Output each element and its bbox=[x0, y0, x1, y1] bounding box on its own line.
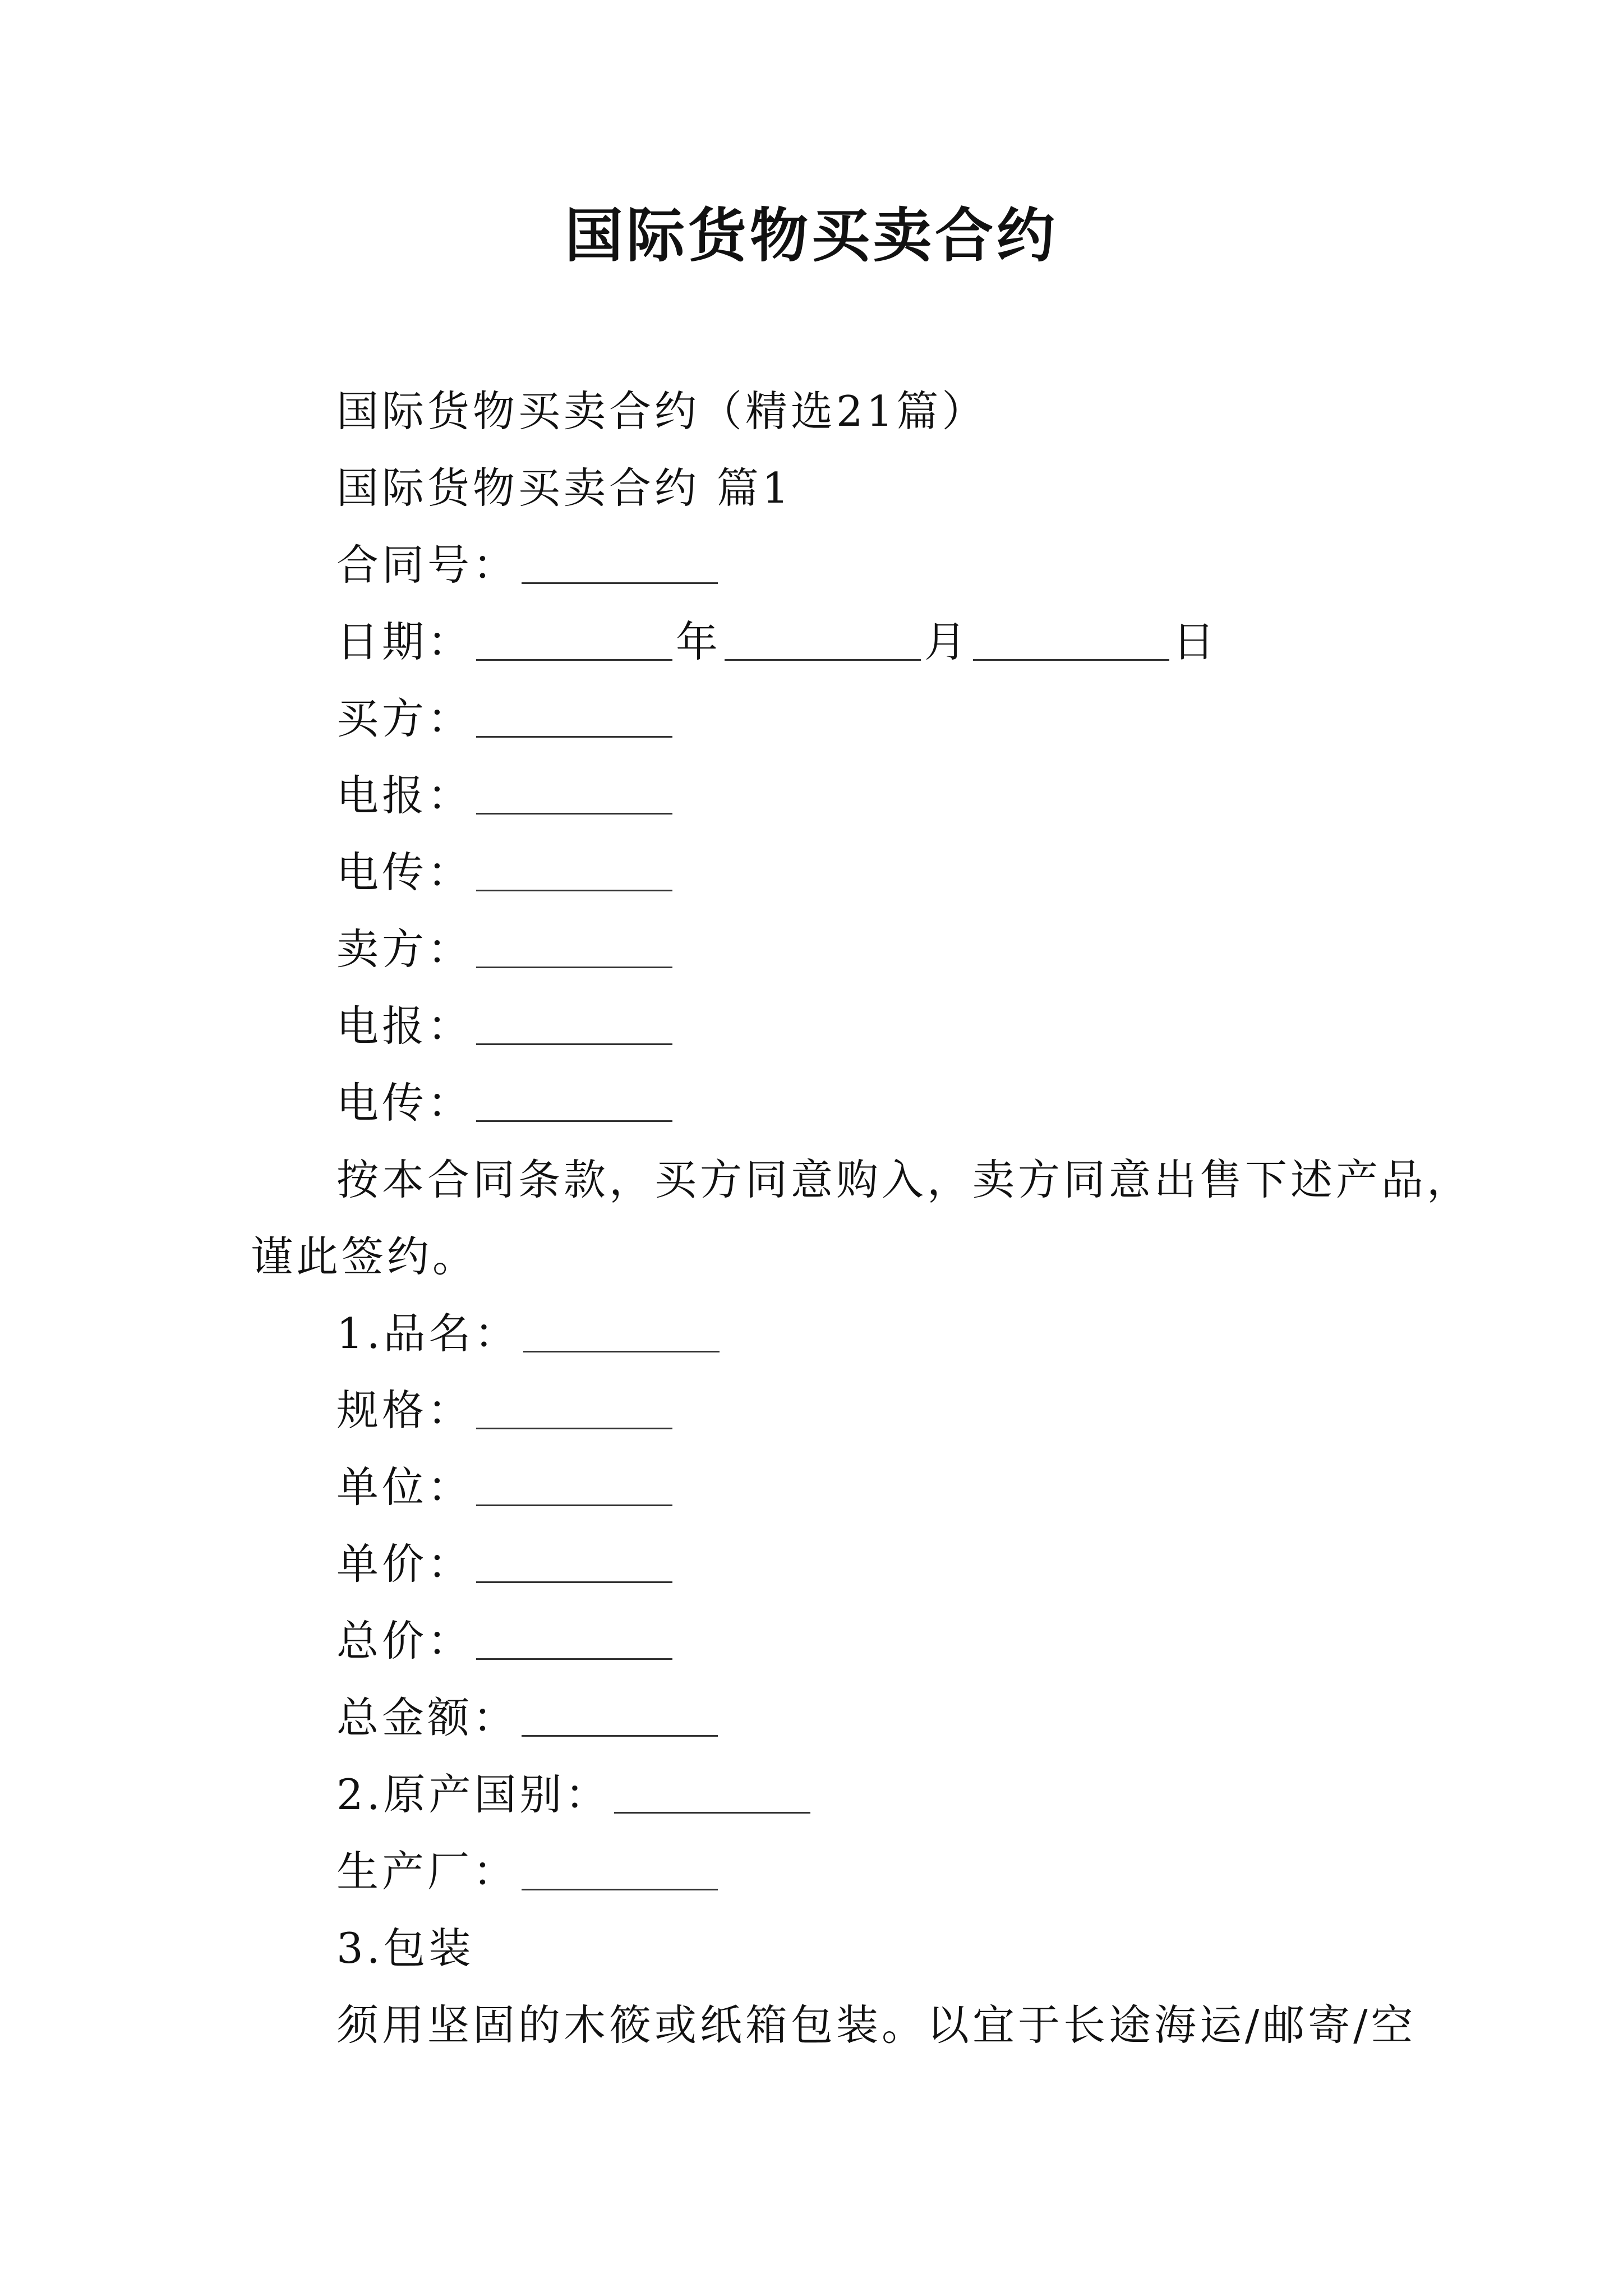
buyer-telex-field bbox=[0, 834, 1623, 911]
total-amount-blank bbox=[522, 1696, 718, 1737]
unit-price-blank bbox=[476, 1542, 672, 1583]
contract-number-field bbox=[0, 527, 1623, 604]
document-title: 国际货物买卖合约 bbox=[564, 201, 1058, 270]
total-price-label: 总价： bbox=[336, 1616, 473, 1665]
seller-telex-label: 电传： bbox=[336, 1078, 473, 1128]
total-price-blank bbox=[476, 1619, 672, 1660]
seller-label: 卖方： bbox=[336, 924, 473, 974]
date-month-label: 月 bbox=[924, 617, 970, 666]
specification-blank bbox=[476, 1388, 672, 1429]
subtitle-line bbox=[0, 373, 1623, 450]
product-name-label: 1.品名： bbox=[336, 1309, 520, 1358]
date-field bbox=[0, 604, 1623, 680]
buyer-telegram-blank bbox=[476, 774, 672, 815]
subtitle-text: 国际货物买卖合约（精选21篇） bbox=[336, 386, 988, 436]
packing-text-line bbox=[0, 1987, 1623, 2064]
total-amount-label: 总金额： bbox=[336, 1693, 519, 1742]
agreement-line-1 bbox=[0, 1142, 1623, 1218]
manufacturer-field bbox=[0, 1833, 1623, 1910]
seller-telegram-blank bbox=[476, 1004, 672, 1045]
contract-number-label: 合同号： bbox=[336, 540, 519, 590]
unit-field bbox=[0, 1449, 1623, 1526]
manufacturer-label: 生产厂： bbox=[336, 1847, 519, 1896]
date-label: 日期： bbox=[336, 617, 473, 666]
seller-field bbox=[0, 911, 1623, 988]
total-price-field bbox=[0, 1603, 1623, 1680]
unit-label: 单位： bbox=[336, 1462, 473, 1512]
date-day-blank bbox=[973, 620, 1169, 661]
buyer-telex-label: 电传： bbox=[336, 848, 473, 897]
agreement-text-2: 谨此签约。 bbox=[251, 1232, 478, 1281]
buyer-telegram-field bbox=[0, 757, 1623, 834]
agreement-line-2 bbox=[0, 1218, 1623, 1295]
origin-country-label: 2.原产国别： bbox=[336, 1770, 611, 1819]
contract-number-blank bbox=[522, 543, 718, 584]
seller-blank bbox=[476, 927, 672, 968]
buyer-field bbox=[0, 680, 1623, 757]
seller-telex-field bbox=[0, 1065, 1623, 1142]
buyer-blank bbox=[476, 697, 672, 738]
date-day-label: 日 bbox=[1173, 617, 1219, 666]
packing-heading-line bbox=[0, 1910, 1623, 1987]
buyer-telex-blank bbox=[476, 850, 672, 891]
packing-heading-text: 3.包装 bbox=[336, 1924, 474, 1973]
total-amount-field bbox=[0, 1680, 1623, 1756]
packing-text: 须用坚固的木筱或纸箱包装。以宜于长途海运/邮寄/空 bbox=[336, 2000, 1417, 2050]
buyer-telegram-label: 电报： bbox=[336, 771, 473, 820]
unit-price-field bbox=[0, 1526, 1623, 1603]
buyer-label: 买方： bbox=[336, 694, 473, 743]
date-year-label: 年 bbox=[676, 617, 722, 666]
product-name-field bbox=[0, 1295, 1623, 1372]
origin-country-blank bbox=[614, 1773, 810, 1814]
origin-country-field bbox=[0, 1756, 1623, 1833]
seller-telegram-label: 电报： bbox=[336, 1001, 473, 1051]
section-heading-text: 国际货物买卖合约 篇1 bbox=[336, 463, 792, 513]
section-heading-line bbox=[0, 450, 1623, 527]
specification-field bbox=[0, 1372, 1623, 1449]
unit-blank bbox=[476, 1465, 672, 1506]
seller-telex-blank bbox=[476, 1081, 672, 1122]
document-body bbox=[0, 373, 1623, 2064]
date-year-blank bbox=[476, 620, 672, 661]
manufacturer-blank bbox=[522, 1849, 718, 1890]
specification-label: 规格： bbox=[336, 1386, 473, 1435]
unit-price-label: 单价： bbox=[336, 1539, 473, 1589]
seller-telegram-field bbox=[0, 988, 1623, 1065]
agreement-text-1: 按本合同条款，买方同意购入，卖方同意出售下述产品， bbox=[336, 1155, 1473, 1204]
date-month-blank bbox=[725, 620, 921, 661]
product-name-blank bbox=[523, 1312, 720, 1352]
